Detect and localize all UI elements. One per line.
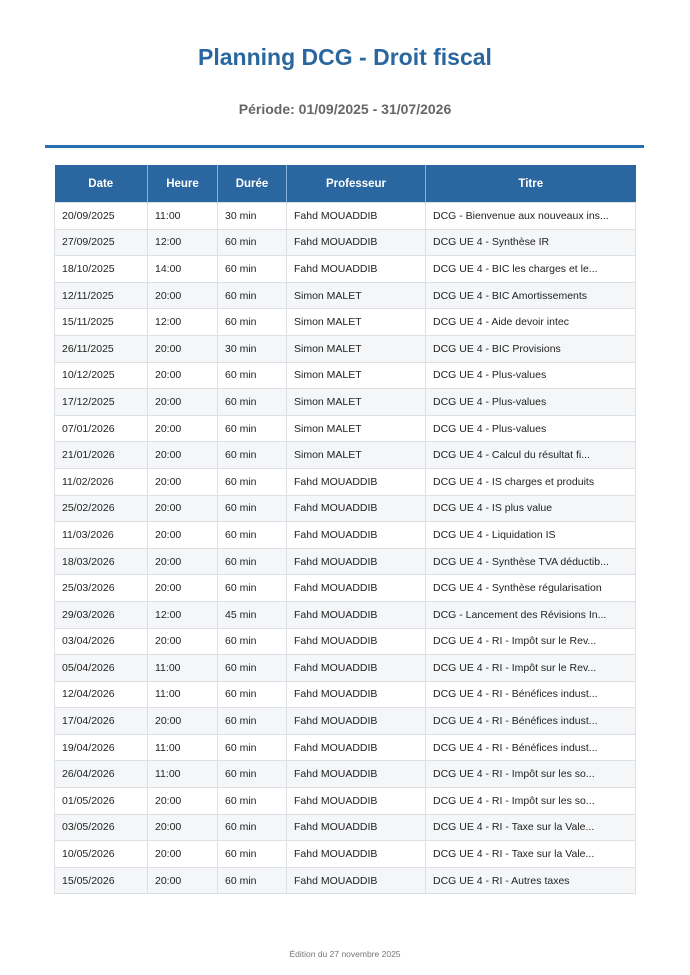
cell-duration: 60 min [218,628,287,655]
table-row [55,256,636,283]
cell-teacher: Fahd MOUADDIB [287,203,426,230]
cell-time: 20:00 [148,708,218,735]
cell-date: 12/11/2025 [55,282,148,309]
cell-teacher: Simon MALET [287,309,426,336]
column-header-title: Titre [426,165,636,203]
table-row [55,601,636,628]
cell-date: 10/05/2026 [55,841,148,868]
cell-title: DCG UE 4 - BIC les charges et le... [426,256,636,283]
cell-date: 11/03/2026 [55,522,148,549]
cell-time: 12:00 [148,309,218,336]
cell-title: DCG UE 4 - Synthèse TVA déductib... [426,548,636,575]
cell-teacher: Fahd MOUADDIB [287,734,426,761]
cell-title: DCG UE 4 - RI - Impôt sur le Rev... [426,655,636,682]
cell-duration: 60 min [218,734,287,761]
cell-time: 20:00 [148,867,218,894]
cell-title: DCG UE 4 - RI - Taxe sur la Vale... [426,841,636,868]
cell-duration: 60 min [218,867,287,894]
header-divider [45,145,644,148]
table-row [55,708,636,735]
cell-teacher: Fahd MOUADDIB [287,468,426,495]
table-row [55,628,636,655]
cell-teacher: Fahd MOUADDIB [287,814,426,841]
cell-teacher: Fahd MOUADDIB [287,708,426,735]
cell-time: 11:00 [148,761,218,788]
cell-date: 10/12/2025 [55,362,148,389]
cell-date: 25/02/2026 [55,495,148,522]
cell-date: 25/03/2026 [55,575,148,602]
cell-title: DCG UE 4 - RI - Autres taxes [426,867,636,894]
table-row [55,495,636,522]
cell-duration: 60 min [218,256,287,283]
cell-title: DCG UE 4 - RI - Bénéfices indust... [426,734,636,761]
table-row [55,655,636,682]
cell-duration: 30 min [218,203,287,230]
cell-title: DCG UE 4 - RI - Bénéfices indust... [426,681,636,708]
cell-teacher: Fahd MOUADDIB [287,601,426,628]
cell-time: 12:00 [148,229,218,256]
table-row [55,309,636,336]
cell-teacher: Simon MALET [287,282,426,309]
table-row [55,734,636,761]
cell-time: 20:00 [148,468,218,495]
cell-time: 11:00 [148,203,218,230]
cell-title: DCG UE 4 - Aide devoir intec [426,309,636,336]
cell-time: 20:00 [148,628,218,655]
cell-title: DCG UE 4 - RI - Impôt sur les so... [426,788,636,815]
cell-title: DCG UE 4 - Plus-values [426,415,636,442]
cell-duration: 60 min [218,655,287,682]
cell-time: 20:00 [148,495,218,522]
cell-time: 20:00 [148,522,218,549]
cell-date: 18/10/2025 [55,256,148,283]
column-header-teacher: Professeur [287,165,426,203]
cell-duration: 60 min [218,362,287,389]
cell-time: 20:00 [148,575,218,602]
cell-date: 11/02/2026 [55,468,148,495]
table-header-row [55,165,636,203]
edition-date: Édition du 27 novembre 2025 [289,949,401,959]
cell-teacher: Fahd MOUADDIB [287,628,426,655]
cell-title: DCG UE 4 - IS charges et produits [426,468,636,495]
cell-teacher: Fahd MOUADDIB [287,495,426,522]
cell-date: 21/01/2026 [55,442,148,469]
cell-duration: 60 min [218,229,287,256]
table-body [55,203,636,894]
cell-duration: 60 min [218,548,287,575]
cell-duration: 60 min [218,282,287,309]
cell-time: 20:00 [148,841,218,868]
cell-date: 17/04/2026 [55,708,148,735]
cell-teacher: Simon MALET [287,442,426,469]
cell-date: 20/09/2025 [55,203,148,230]
cell-time: 11:00 [148,681,218,708]
cell-title: DCG UE 4 - BIC Amortissements [426,282,636,309]
cell-teacher: Fahd MOUADDIB [287,256,426,283]
table-row [55,282,636,309]
cell-date: 15/11/2025 [55,309,148,336]
cell-duration: 60 min [218,708,287,735]
table-row [55,415,636,442]
cell-teacher: Fahd MOUADDIB [287,229,426,256]
cell-duration: 60 min [218,681,287,708]
cell-date: 03/05/2026 [55,814,148,841]
cell-duration: 60 min [218,495,287,522]
column-header-time: Heure [148,165,218,203]
table-row [55,548,636,575]
cell-title: DCG - Lancement des Révisions In... [426,601,636,628]
cell-teacher: Fahd MOUADDIB [287,522,426,549]
cell-teacher: Simon MALET [287,335,426,362]
period-range: Période: 01/09/2025 - 31/07/2026 [238,101,452,117]
cell-teacher: Fahd MOUADDIB [287,841,426,868]
cell-title: DCG UE 4 - RI - Bénéfices indust... [426,708,636,735]
cell-duration: 60 min [218,415,287,442]
table-row [55,761,636,788]
table-row [55,575,636,602]
cell-date: 18/03/2026 [55,548,148,575]
cell-duration: 60 min [218,575,287,602]
cell-duration: 60 min [218,522,287,549]
table-row [55,788,636,815]
table-row [55,841,636,868]
cell-title: DCG UE 4 - Synthèse IR [426,229,636,256]
cell-date: 19/04/2026 [55,734,148,761]
table-row [55,468,636,495]
table-row [55,867,636,894]
cell-time: 14:00 [148,256,218,283]
cell-teacher: Fahd MOUADDIB [287,761,426,788]
cell-duration: 60 min [218,761,287,788]
cell-title: DCG UE 4 - BIC Provisions [426,335,636,362]
cell-title: DCG UE 4 - Plus-values [426,389,636,416]
cell-duration: 60 min [218,442,287,469]
cell-time: 11:00 [148,734,218,761]
table-row [55,203,636,230]
cell-time: 20:00 [148,335,218,362]
cell-title: DCG UE 4 - Liquidation IS [426,522,636,549]
cell-date: 12/04/2026 [55,681,148,708]
cell-duration: 60 min [218,309,287,336]
cell-date: 05/04/2026 [55,655,148,682]
cell-teacher: Simon MALET [287,362,426,389]
table-row [55,442,636,469]
cell-duration: 60 min [218,389,287,416]
cell-teacher: Simon MALET [287,415,426,442]
cell-time: 12:00 [148,601,218,628]
cell-title: DCG UE 4 - Synthèse régularisation [426,575,636,602]
table-row [55,814,636,841]
column-header-date: Date [55,165,148,203]
table-row [55,335,636,362]
cell-date: 27/09/2025 [55,229,148,256]
table-row [55,229,636,256]
cell-date: 07/01/2026 [55,415,148,442]
table-row [55,522,636,549]
cell-time: 20:00 [148,415,218,442]
cell-time: 20:00 [148,442,218,469]
cell-title: DCG UE 4 - Plus-values [426,362,636,389]
cell-title: DCG UE 4 - RI - Impôt sur le Rev... [426,628,636,655]
cell-teacher: Fahd MOUADDIB [287,575,426,602]
cell-duration: 60 min [218,841,287,868]
cell-time: 20:00 [148,548,218,575]
cell-duration: 30 min [218,335,287,362]
column-header-duration: Durée [218,165,287,203]
table-row [55,362,636,389]
cell-duration: 60 min [218,788,287,815]
cell-time: 20:00 [148,814,218,841]
schedule-table [54,165,636,894]
cell-time: 20:00 [148,788,218,815]
table-row [55,389,636,416]
cell-title: DCG - Bienvenue aux nouveaux ins... [426,203,636,230]
cell-date: 01/05/2026 [55,788,148,815]
cell-teacher: Simon MALET [287,389,426,416]
table-row [55,681,636,708]
cell-teacher: Fahd MOUADDIB [287,788,426,815]
cell-date: 26/11/2025 [55,335,148,362]
cell-duration: 45 min [218,601,287,628]
cell-time: 11:00 [148,655,218,682]
page-title: Planning DCG - Droit fiscal [198,44,492,70]
cell-teacher: Fahd MOUADDIB [287,548,426,575]
cell-date: 29/03/2026 [55,601,148,628]
cell-title: DCG UE 4 - RI - Impôt sur les so... [426,761,636,788]
cell-title: DCG UE 4 - IS plus value [426,495,636,522]
cell-duration: 60 min [218,814,287,841]
cell-time: 20:00 [148,389,218,416]
cell-teacher: Fahd MOUADDIB [287,655,426,682]
cell-title: DCG UE 4 - Calcul du résultat fi... [426,442,636,469]
cell-teacher: Fahd MOUADDIB [287,867,426,894]
cell-time: 20:00 [148,362,218,389]
cell-date: 17/12/2025 [55,389,148,416]
cell-teacher: Fahd MOUADDIB [287,681,426,708]
cell-title: DCG UE 4 - RI - Taxe sur la Vale... [426,814,636,841]
cell-date: 03/04/2026 [55,628,148,655]
cell-date: 26/04/2026 [55,761,148,788]
cell-date: 15/05/2026 [55,867,148,894]
cell-time: 20:00 [148,282,218,309]
cell-duration: 60 min [218,468,287,495]
